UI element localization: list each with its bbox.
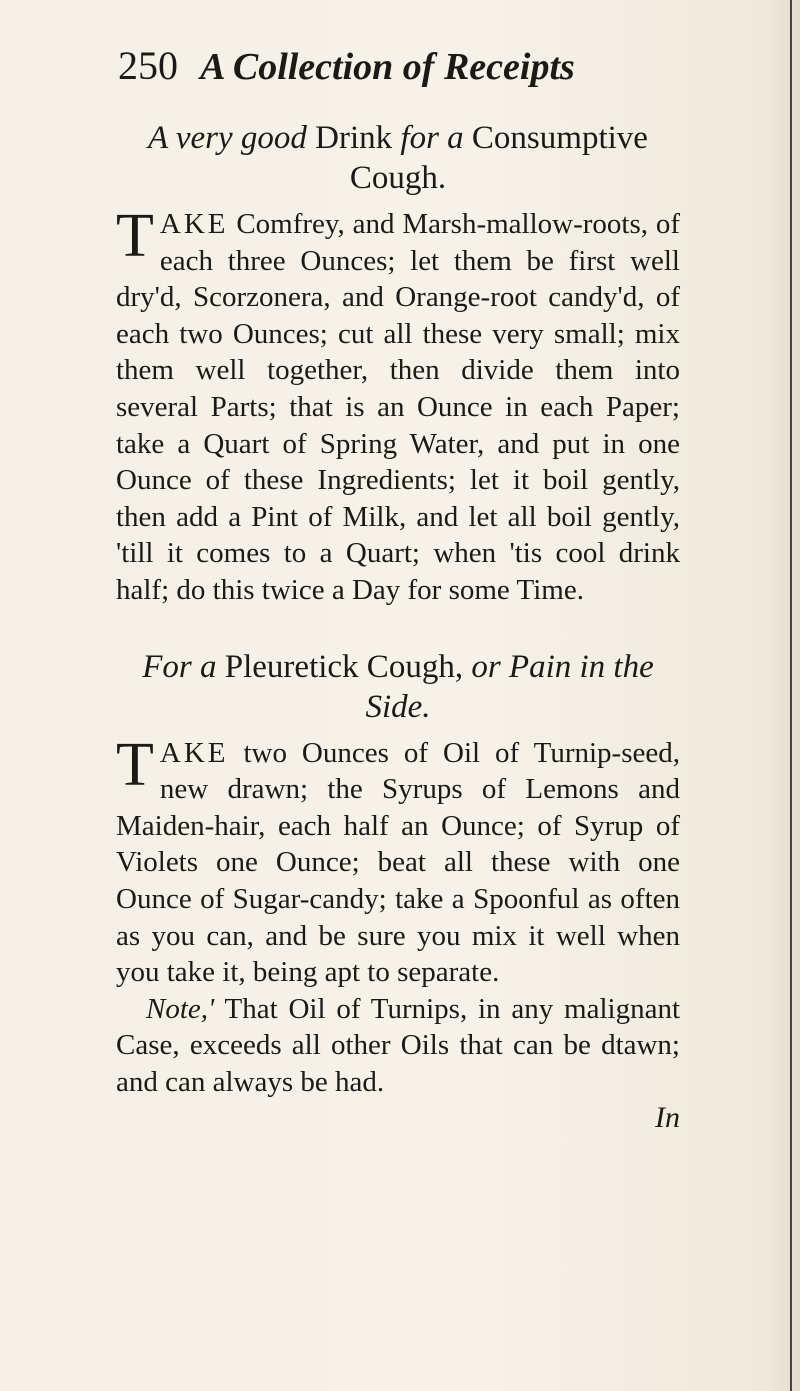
heading-italic-part: or Pain in the Side.	[365, 648, 654, 725]
note-text: That Oil of Turnips, in any malignant Case, exceeds all other Oils that can be dtawn; and can always be had.	[116, 992, 680, 1098]
recipe-paragraph-pleuretick-cough	[116, 730, 680, 991]
lead-caps: AKE	[159, 208, 229, 240]
recipe-heading-consumptive-cough	[116, 118, 680, 198]
note-paragraph	[116, 991, 680, 1101]
heading-italic-part: for a	[400, 120, 464, 156]
page-number: 250	[118, 43, 178, 88]
heading-roman-part: Drink	[306, 120, 401, 156]
heading-italic-part: For a	[142, 648, 217, 685]
running-header	[118, 42, 678, 89]
paragraph-text: two Ounces of Oil of Turnip-seed, new drawn; the Syrups of Lemons and Maiden-hair, each half an Ounce; of Syrup of Violets one Ounce; beat all these with one Ounce of Sugar-candy; take a Spoonful as often as you can, and be sure you mix it well when you take it, being apt to separate.	[116, 736, 680, 989]
heading-italic-part: A very good	[148, 120, 307, 156]
recipe-heading-pleuretick-cough	[116, 647, 680, 727]
note-label: Note,'	[146, 992, 215, 1025]
running-title: A Collection of Receipts	[200, 46, 575, 88]
drop-cap: T	[116, 202, 154, 270]
drop-cap: T	[116, 730, 154, 799]
recipe-paragraph-consumptive-cough	[116, 202, 680, 609]
page-body	[116, 118, 680, 1137]
catchword: In	[655, 1101, 680, 1135]
paragraph-text: Comfrey, and Marsh-mallow-roots, of each three Ounces; let them be first well dry'd, Scorzonera, and Orange-root candy'd, of each two Ounces; cut all these very small; mix them well together, then divide them into several Parts; that is an Ounce in each Paper; take a Quart of Spring Water, and put in one Ounce of these Ingredients; let it boil gently, then add a Pint of Milk, and let all boil gently, 'till it comes to a Quart; when 'tis cool drink half; do this twice a Day for some Time.	[116, 208, 680, 606]
page-edge-line	[790, 0, 792, 1391]
lead-caps: AKE	[159, 736, 229, 769]
heading-roman-part: Consumptive Cough.	[349, 120, 648, 196]
heading-roman-part: Pleuretick Cough,	[216, 648, 472, 685]
